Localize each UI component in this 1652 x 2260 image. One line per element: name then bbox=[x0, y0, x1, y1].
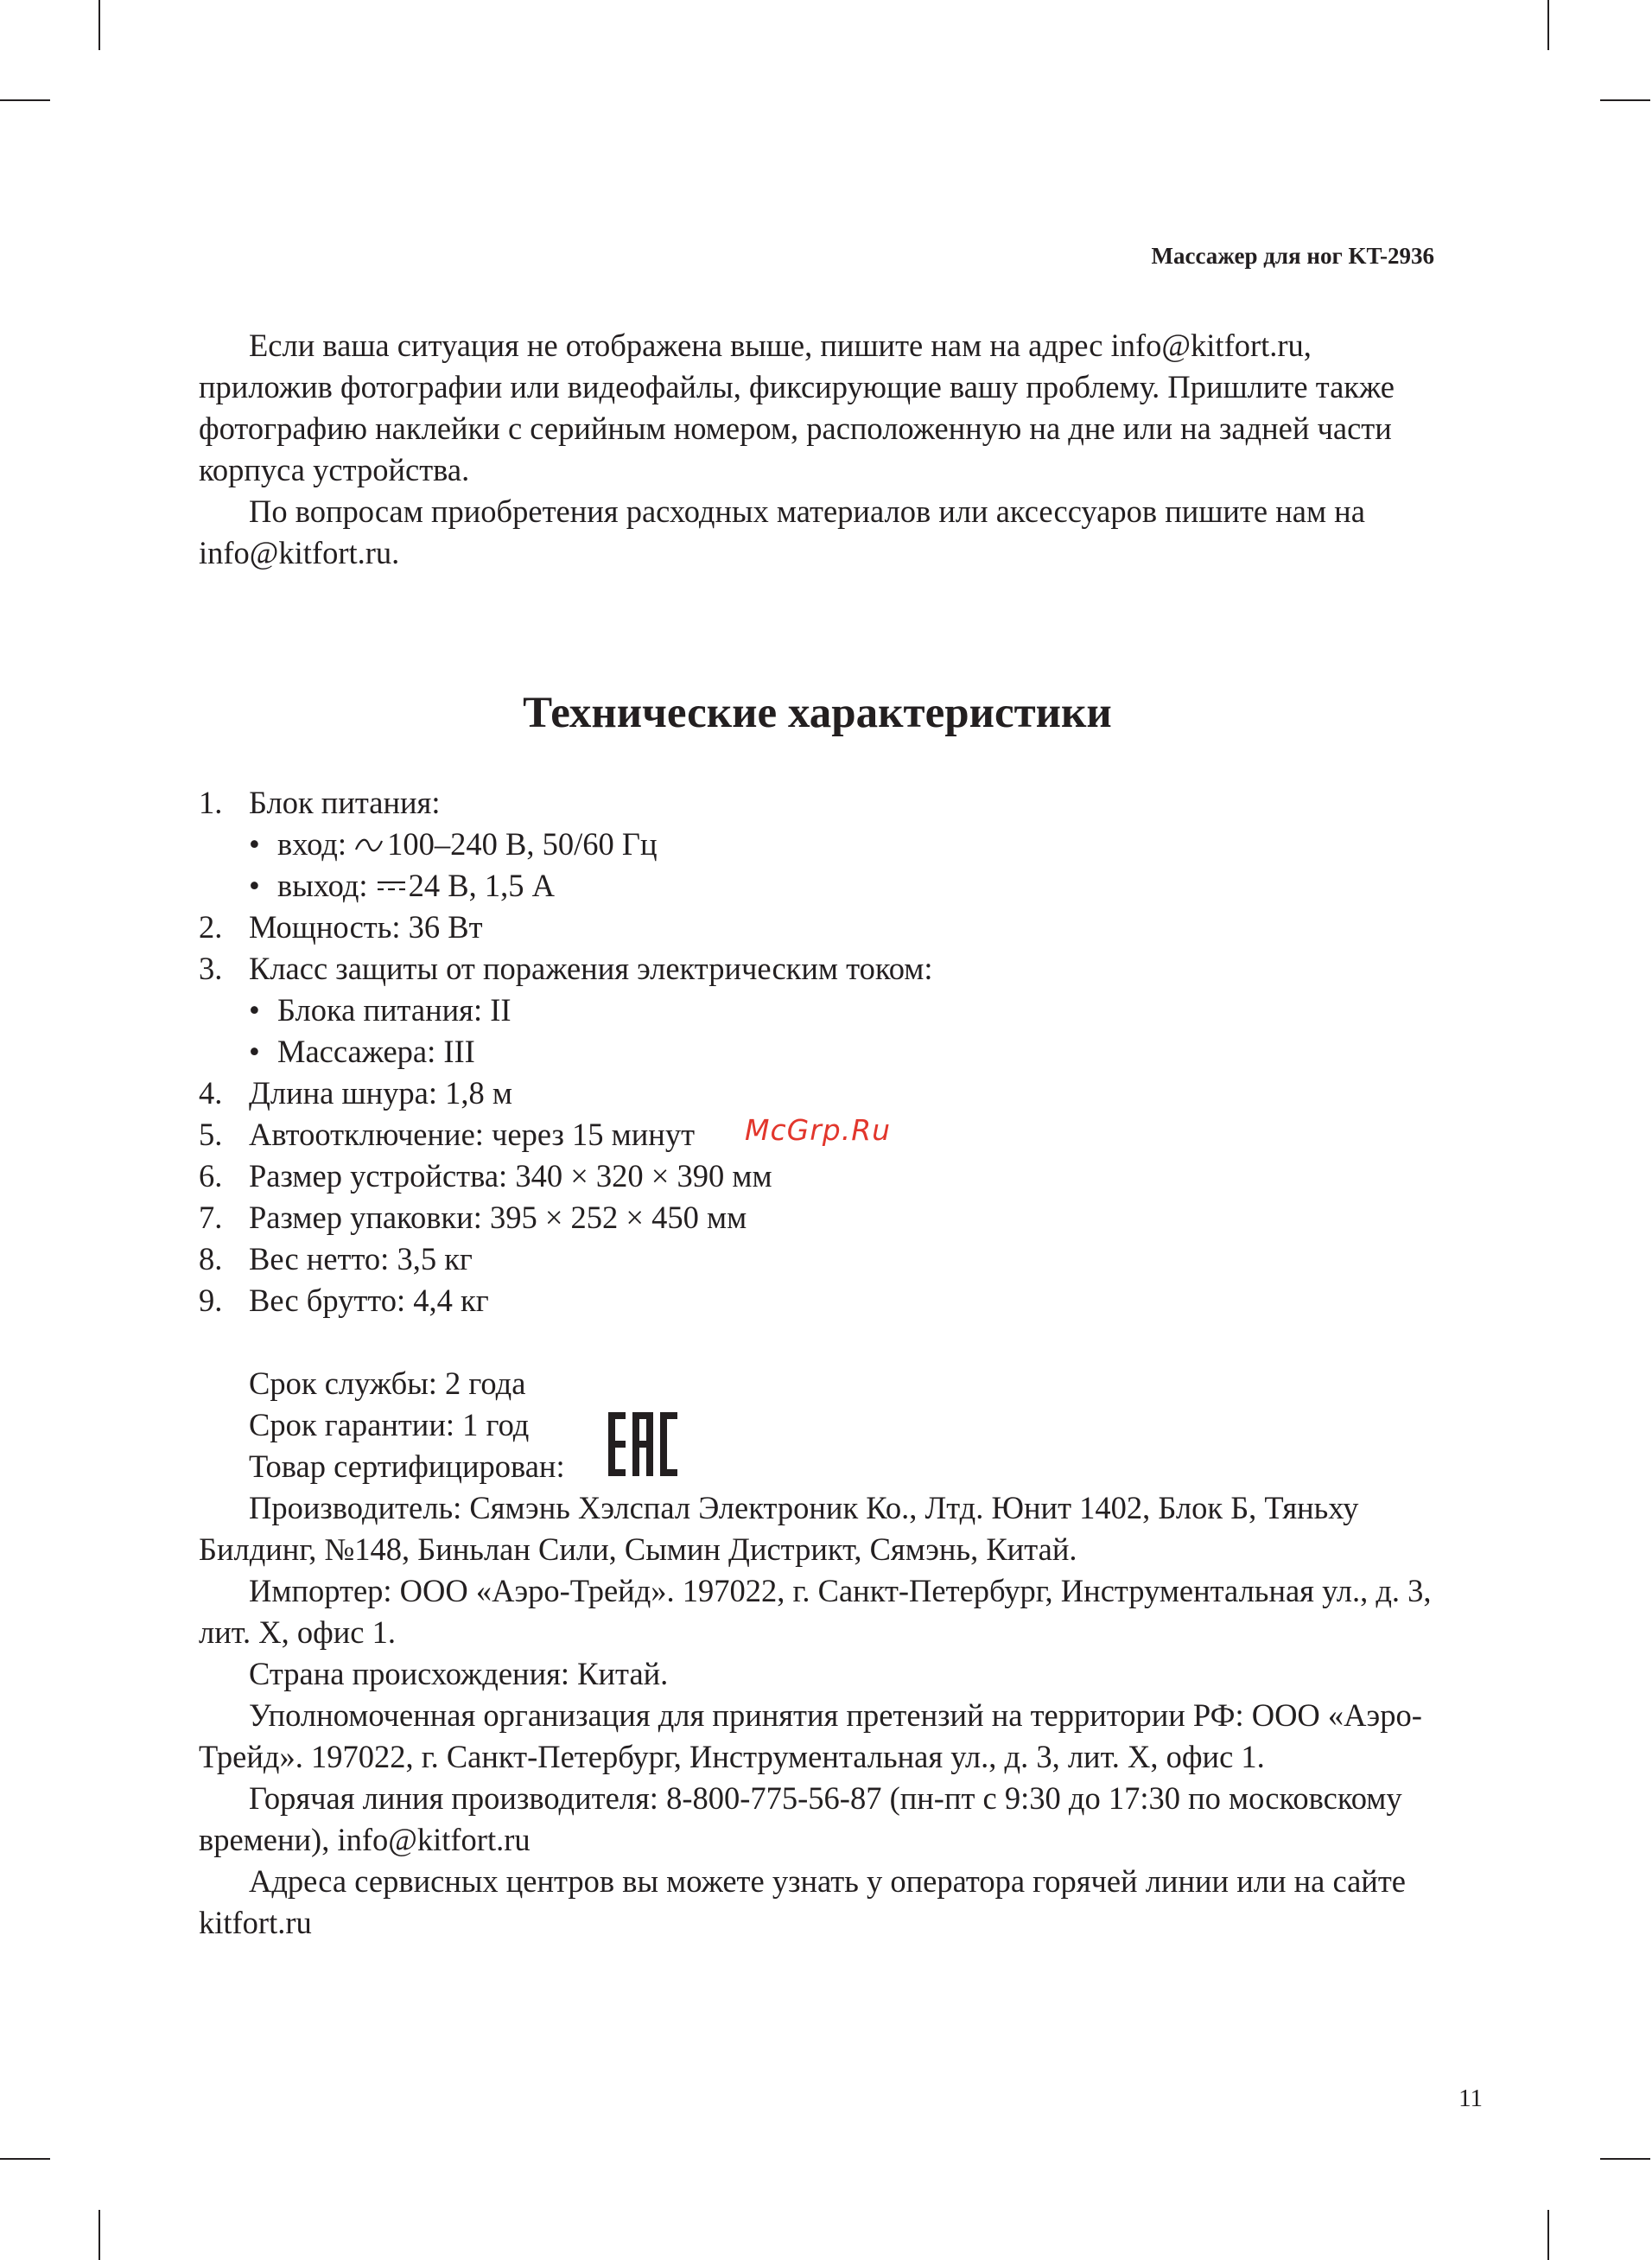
spec-sub-item bbox=[199, 1031, 1436, 1073]
spec-number: 5. bbox=[199, 1117, 223, 1152]
spec-number: 4. bbox=[199, 1075, 223, 1111]
spec-sub-value: 100–240 В, 50/60 Гц bbox=[387, 826, 658, 862]
running-header: Массажер для ног KT-2936 bbox=[1151, 243, 1434, 269]
bullet: • bbox=[249, 826, 260, 862]
spec-text: Мощность: 36 Вт bbox=[249, 909, 483, 945]
crop-mark-top-right bbox=[1547, 0, 1549, 50]
spec-sub-label: Блока питания: II bbox=[277, 992, 511, 1028]
spec-sub-label: выход: bbox=[277, 868, 376, 903]
section-title: Технические характеристики bbox=[523, 689, 1112, 737]
spec-item bbox=[199, 948, 1436, 990]
spec-sub-item bbox=[199, 990, 1436, 1031]
spec-text: Размер упаковки: 395 × 252 × 450 мм bbox=[249, 1200, 747, 1235]
spec-number: 6. bbox=[199, 1158, 223, 1194]
bullet: • bbox=[249, 868, 260, 903]
crop-mark-top-left-h bbox=[0, 99, 50, 101]
spec-text: Вес брутто: 4,4 кг bbox=[249, 1283, 489, 1318]
spec-sub-item bbox=[199, 865, 1436, 907]
crop-mark-top-right-h bbox=[1600, 99, 1650, 101]
intro-paragraph: Если ваша ситуация не отображена выше, пишите нам на адрес info@kitfort.ru, приложив фотографии или видеофайлы, фиксирующие вашу проблему. Пришлите также фотографию наклейки с серийным номером, расположенную на дне или на задней части корпуса устройства. bbox=[199, 328, 1395, 487]
spec-number: 9. bbox=[199, 1283, 223, 1318]
spec-item bbox=[199, 1155, 1436, 1197]
direct-current-icon bbox=[376, 877, 407, 894]
spec-text: Длина шнура: 1,8 м bbox=[249, 1075, 512, 1111]
spec-item bbox=[199, 1197, 1436, 1238]
crop-mark-bottom-right bbox=[1547, 2210, 1549, 2260]
spec-text: Блок питания: bbox=[249, 785, 441, 820]
spec-number: 1. bbox=[199, 785, 223, 820]
spec-item bbox=[199, 907, 1436, 948]
spec-number: 2. bbox=[199, 909, 223, 945]
manufacturer-info: Производитель: Сямэнь Хэлспал Электроник Ко., Лтд. Юнит 1402, Блок Б, Тяньху Билдинг, №148, Биньлан Сили, Сымин Дистрикт, Сямэнь, Китай. bbox=[199, 1490, 1359, 1567]
hotline-info: Горячая линия производителя: 8-800-775-56-87 (пн-пт с 9:30 до 17:30 по московскому времени), info@kitfort.ru bbox=[199, 1780, 1402, 1857]
spec-item bbox=[199, 1238, 1436, 1280]
alternating-current-icon bbox=[354, 836, 384, 855]
importer-info: Импортер: ООО «Аэро-Трейд». 197022, г. Санкт-Петербург, Инструментальная ул., д. 3, лит. Х, офис 1. bbox=[199, 1573, 1432, 1650]
country-of-origin: Страна происхождения: Китай. bbox=[249, 1656, 669, 1691]
bullet: • bbox=[249, 992, 260, 1028]
page-number: 11 bbox=[1458, 2085, 1483, 2112]
bullet: • bbox=[249, 1034, 260, 1069]
service-centers-info: Адреса сервисных центров вы можете узнать у оператора горячей линии или на сайте kitfort.ru bbox=[199, 1863, 1406, 1940]
spec-number: 8. bbox=[199, 1241, 223, 1276]
spec-text: Вес нетто: 3,5 кг bbox=[249, 1241, 473, 1276]
crop-mark-bottom-left-h bbox=[0, 2158, 50, 2160]
watermark: McGrp.Ru bbox=[745, 1113, 892, 1147]
spec-text: Автоотключение: через 15 минут bbox=[249, 1117, 696, 1152]
service-info bbox=[199, 1363, 1436, 1944]
intro-section bbox=[199, 325, 1436, 574]
service-life: Срок службы: 2 года bbox=[249, 1366, 526, 1401]
crop-mark-bottom-left bbox=[98, 2210, 100, 2260]
warranty-period: Срок гарантии: 1 год bbox=[249, 1407, 530, 1442]
eac-certification-icon bbox=[607, 1410, 679, 1478]
authorized-organization: Уполномоченная организация для принятия претензий на территории РФ: ООО «Аэро-Трейд». 197022, г. Санкт-Петербург, Инструментальная ул., д. 3, лит. Х, офис 1. bbox=[199, 1697, 1422, 1774]
spec-item bbox=[199, 782, 1436, 824]
spec-number: 7. bbox=[199, 1200, 223, 1235]
spec-item bbox=[199, 1280, 1436, 1321]
accessories-paragraph: По вопросам приобретения расходных материалов или аксессуаров пишите нам на info@kitfort.ru. bbox=[199, 493, 1365, 570]
spec-sub-label: вход: bbox=[277, 826, 355, 862]
crop-mark-bottom-right-h bbox=[1600, 2158, 1650, 2160]
spec-sub-label: Массажера: III bbox=[277, 1034, 475, 1069]
spec-sub-value: 24 В, 1,5 А bbox=[408, 868, 555, 903]
specs-list bbox=[199, 782, 1436, 1321]
spec-text: Размер устройства: 340 × 320 × 390 мм bbox=[249, 1158, 772, 1194]
spec-number: 3. bbox=[199, 951, 223, 986]
certification-note: Товар сертифицирован: bbox=[249, 1448, 565, 1484]
crop-mark-top-left bbox=[98, 0, 100, 50]
spec-item bbox=[199, 1073, 1436, 1114]
spec-sub-item bbox=[199, 824, 1436, 865]
spec-text: Класс защиты от поражения электрическим током: bbox=[249, 951, 933, 986]
